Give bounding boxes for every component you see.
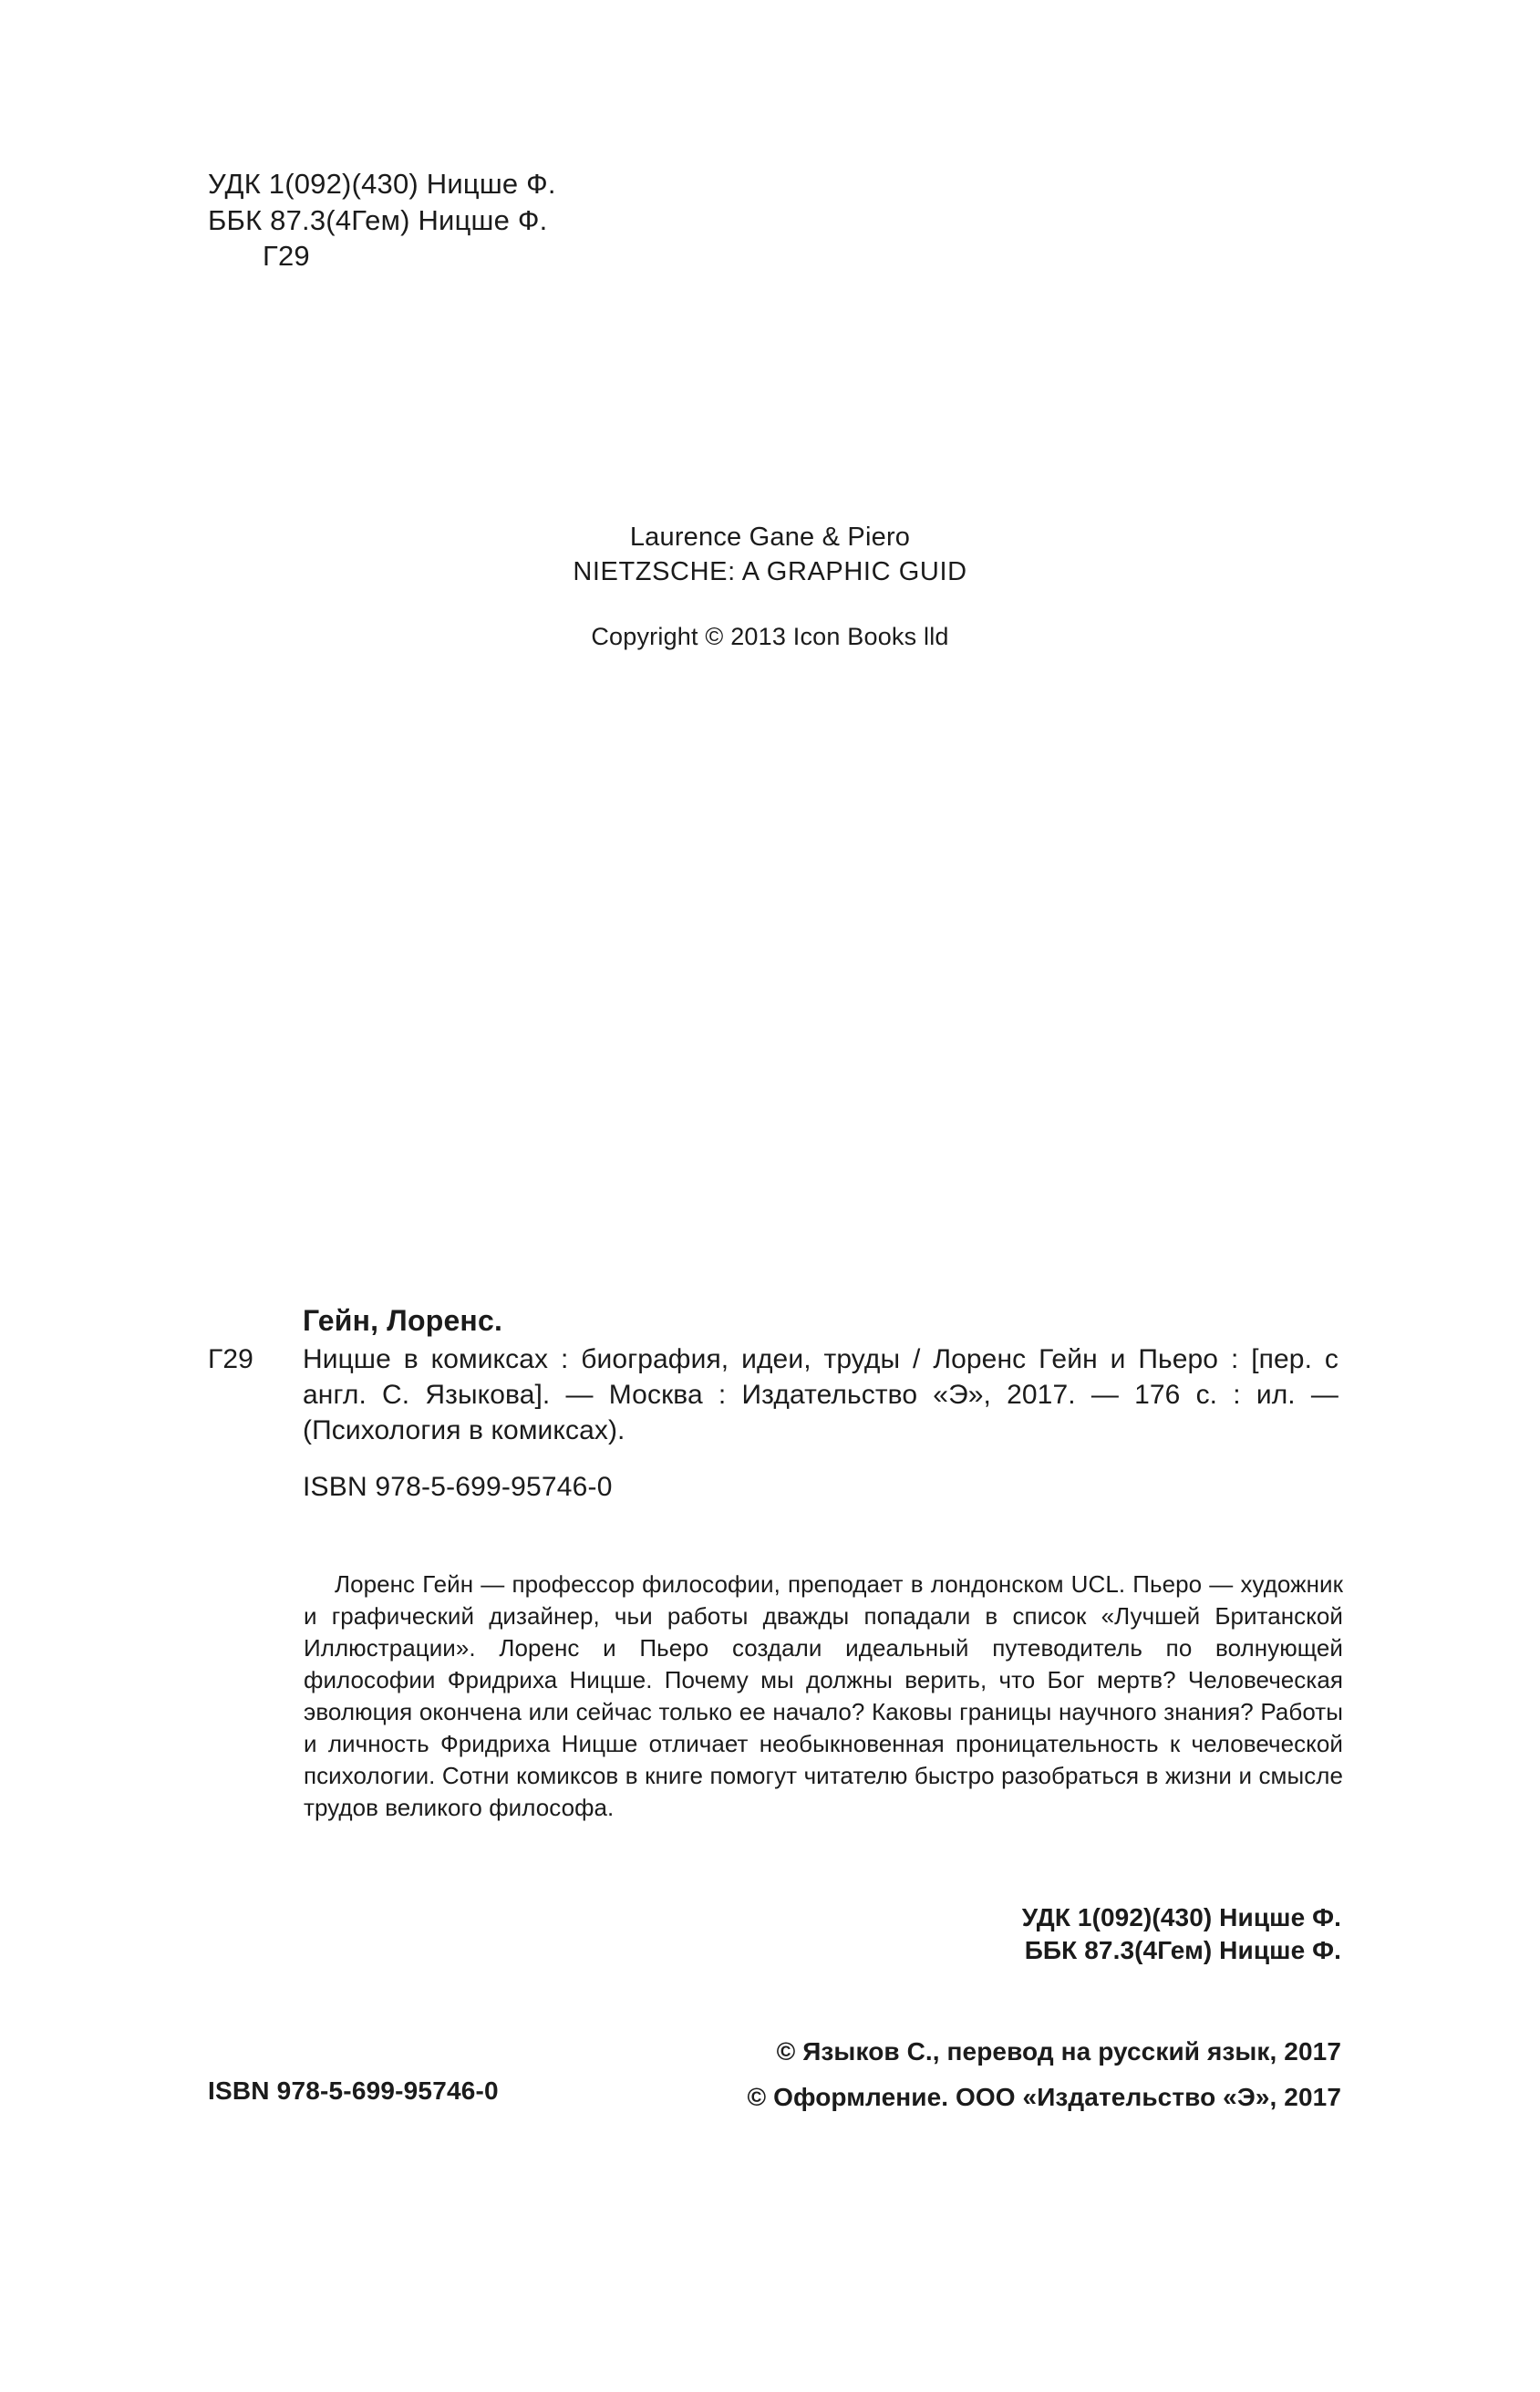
footer-isbn: ISBN 978-5-699-95746-0 [208,2076,499,2105]
classification-block-bottom [1022,1901,1341,1968]
cataloguing-record [208,1304,1338,1503]
bbk-line-top: ББК 87.3(4Гем) Ницше Ф. [208,203,548,236]
udk-line-top: УДК 1(092)(430) Ницше Ф. [208,168,556,200]
author-code-top: Г29 [263,240,310,273]
bbk-line-bottom: ББК 87.3(4Гем) Ницше Ф. [1024,1936,1341,1965]
record-isbn: ISBN 978-5-699-95746-0 [303,1472,613,1502]
annotation-text: Лоренс Гейн — профессор философии, преподает в лондонском UCL. Пьеро — художник и графический дизайнер, чьи работы дважды попадали в список «Лучшей Британской Иллюстрации». Лоренс и Пьеро создали идеальный путеводитель по волнующей философии Фридриха Ницше. Почему мы должны верить, что Бог мертв? Человеческая эволюция окончена или сейчас только ее начало? Каковы границы научного знания? Работы и личность Фридриха Ницше отличает необыкновенная проницательность к человеческой психологии. Сотни комиксов в книге помогут читателю быстро разобраться в жизни и смысле трудов великого философа. [304,1570,1343,1821]
udk-line-bottom: УДК 1(092)(430) Ницше Ф. [1021,1903,1341,1931]
record-author-code: Г29 [208,1344,253,1374]
footer-rights [747,2029,1341,2121]
original-edition-block [0,520,1540,651]
rights-design: © Оформление. ООО «Издательство «Э», 2017 [747,2083,1341,2112]
rights-translation: © Языков С., перевод на русский язык, 2017 [776,2037,1341,2066]
page-footer [208,2029,1341,2138]
original-authors: Laurence Gane & Piero [629,523,911,552]
original-copyright: Copyright © 2013 Icon Books lld [591,622,949,650]
original-title: NIETZSCHE: A GRAPHIC GUID [573,557,967,587]
classification-block-top [208,166,556,274]
record-description: Ницше в комиксах : биография, идеи, труды / Лоренс Гейн и Пьеро : [пер. с англ. С. Языкова]. — Москва : Издательство «Э», 2017. — 176 с. : ил. — (Психология в комиксах). [303,1344,1338,1445]
record-description-wrap [208,1341,1338,1448]
record-author-heading: Гейн, Лоренс. [303,1304,503,1337]
